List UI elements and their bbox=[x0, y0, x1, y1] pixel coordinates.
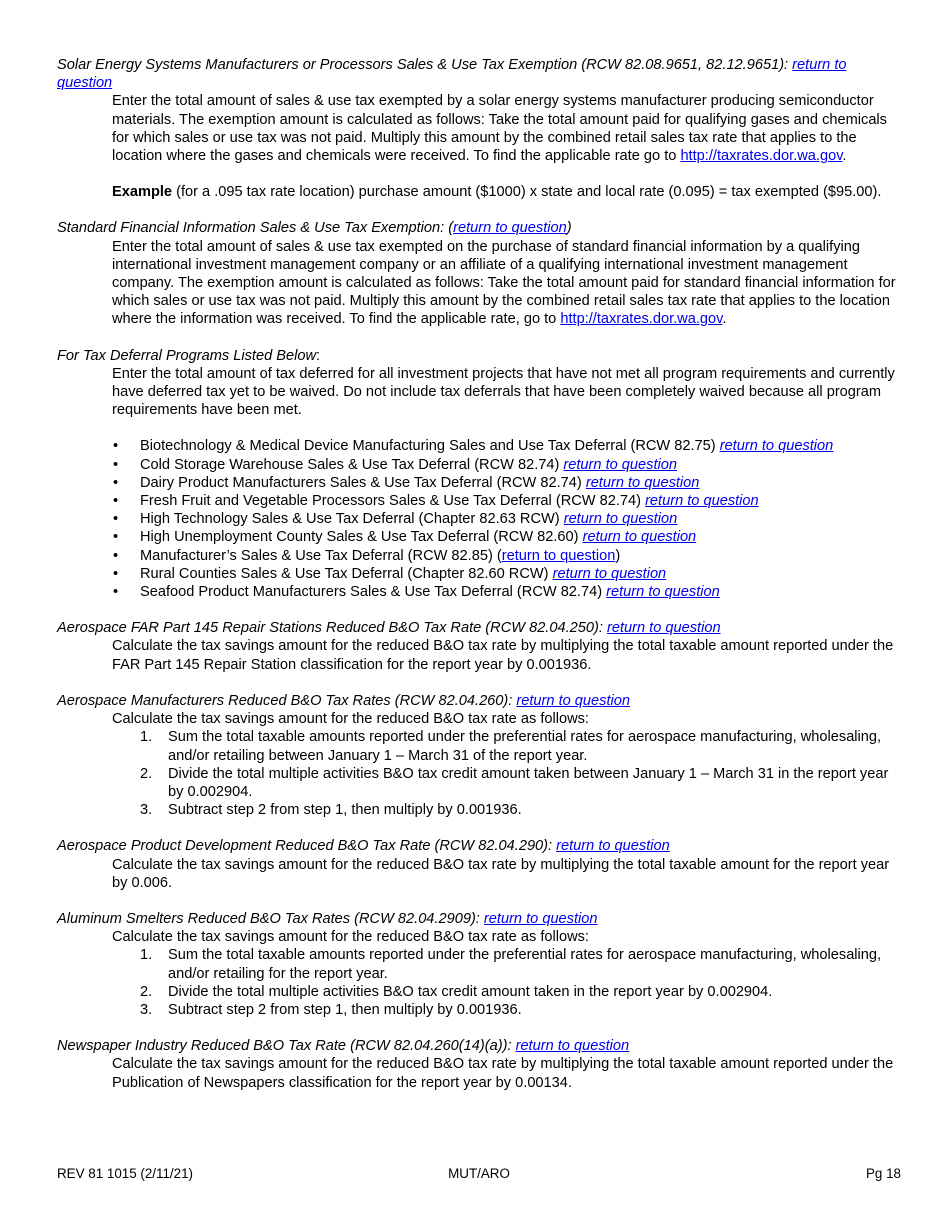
return-to-question-link[interactable]: return to question bbox=[606, 620, 721, 637]
return-to-question-link[interactable]: return to question bbox=[453, 220, 567, 237]
section-body: Calculate the tax savings amount for the reduced B&O tax rate by multiplying the total taxable amount for the report year by 0.006. bbox=[112, 856, 890, 891]
section-heading: Aerospace FAR Part 145 Repair Stations Reduced B&O Tax Rate (RCW 82.04.250): return to question bbox=[57, 620, 721, 637]
return-to-question-link[interactable]: return to question bbox=[57, 57, 847, 92]
section-far-part-145 bbox=[57, 619, 902, 674]
footer-center-label: MUT/ARO bbox=[448, 1166, 510, 1181]
section-solar-exemption bbox=[57, 56, 902, 201]
return-to-question-link[interactable]: return to question bbox=[515, 1038, 630, 1055]
section-paragraph: Enter the total amount of sales & use tax exempted by a solar energy systems manufacturer producing semiconductor materials. The exemption amount is calculated as follows: Take the total amount paid for qualifying gases and chemicals for which sales or use tax was not paid. Multiply this amount by the combined retail sales tax rate that applies to the location where the gases and chemicals were received. To find the applicable rate go to http://taxrates.dor.wa.gov. bbox=[112, 93, 887, 165]
return-to-question-link[interactable]: return to question bbox=[556, 838, 670, 855]
list-item: • Cold Storage Warehouse Sales & Use Tax Deferral (RCW 82.74) return to question bbox=[112, 456, 902, 474]
list-item: 1. Sum the total taxable amounts reported under the preferential rates for aerospace manufacturing, wholesaling, and/or retailing for the report year. bbox=[140, 947, 882, 982]
list-item: • Seafood Product Manufacturers Sales & Use Tax Deferral (RCW 82.74) return to question bbox=[112, 583, 902, 601]
return-to-question-link[interactable]: return to question bbox=[563, 456, 677, 473]
list-item: • High Technology Sales & Use Tax Deferral (Chapter 82.63 RCW) return to question bbox=[112, 510, 902, 528]
section-body: Calculate the tax savings amount for the reduced B&O tax rate by multiplying the total taxable amount reported under the FAR Part 145 Repair Station classification for the report year by 0.001936. bbox=[112, 638, 894, 673]
list-item: • Rural Counties Sales & Use Tax Deferral (Chapter 82.60 RCW) return to question bbox=[112, 565, 902, 583]
section-heading: Standard Financial Information Sales & Use Tax Exemption: (return to question) bbox=[57, 220, 572, 237]
section-aerospace-manufacturers bbox=[57, 692, 902, 819]
section-newspaper-industry bbox=[57, 1037, 902, 1092]
section-body: Calculate the tax savings amount for the reduced B&O tax rate by multiplying the total taxable amount reported under the Publication of Newspapers classification for the report year by 0.00134. bbox=[112, 1056, 894, 1091]
section-heading-text: Solar Energy Systems Manufacturers or Processors Sales & Use Tax Exemption (RCW 82.08.9651, 82.12.9651): bbox=[57, 57, 789, 73]
list-item: 2. Divide the total multiple activities B&O tax credit amount taken between January 1 – March 31 in the report year by 0.002904. bbox=[140, 765, 889, 800]
section-body: Calculate the tax savings amount for the reduced B&O tax rate as follows: bbox=[112, 929, 589, 946]
return-to-question-link[interactable]: return to question bbox=[483, 910, 598, 927]
return-to-question-link[interactable]: return to question bbox=[516, 692, 630, 709]
list-item: • Fresh Fruit and Vegetable Processors Sales & Use Tax Deferral (RCW 82.74) return to question bbox=[112, 492, 902, 510]
calculation-steps bbox=[112, 728, 902, 819]
list-item: • High Unemployment County Sales & Use Tax Deferral (RCW 82.60) return to question bbox=[112, 528, 902, 546]
list-item: • Biotechnology & Medical Device Manufacturing Sales and Use Tax Deferral (RCW 82.75) return to question bbox=[112, 437, 902, 455]
section-tax-deferral-programs bbox=[57, 347, 902, 602]
section-body bbox=[112, 92, 902, 201]
return-to-question-link[interactable]: return to question bbox=[645, 493, 759, 510]
section-standard-financial-info bbox=[57, 219, 902, 328]
return-to-question-link[interactable]: return to question bbox=[719, 438, 834, 455]
example-paragraph: Example (for a .095 tax rate location) purchase amount ($1000) x state and local rate (0.095) = tax exempted ($95.00). bbox=[112, 184, 882, 201]
section-body: Enter the total amount of tax deferred for all investment projects that have not met all program requirements and currently have deferred tax yet to be waived. Do not include tax deferrals that have been completely waived because all program requirements have been met. bbox=[112, 365, 895, 419]
page-number: Pg 18 bbox=[866, 1166, 901, 1181]
list-item: • Dairy Product Manufacturers Sales & Use Tax Deferral (RCW 82.74) return to question bbox=[112, 474, 902, 492]
section-body: Calculate the tax savings amount for the reduced B&O tax rate as follows: bbox=[112, 711, 589, 728]
list-item: 1. Sum the total taxable amounts reported under the preferential rates for aerospace manufacturing, wholesaling, and/or retailing between January 1 – March 31 of the report year. bbox=[140, 729, 882, 764]
document-page bbox=[57, 56, 902, 1110]
section-heading: Aerospace Manufacturers Reduced B&O Tax Rates (RCW 82.04.260): return to question bbox=[57, 692, 630, 709]
list-item: 2. Divide the total multiple activities B&O tax credit amount taken in the report year by 0.002904. bbox=[140, 983, 773, 1000]
calculation-steps bbox=[112, 946, 902, 1019]
section-heading bbox=[57, 56, 902, 92]
section-heading: Aluminum Smelters Reduced B&O Tax Rates (RCW 82.04.2909): return to question bbox=[57, 910, 598, 927]
deferral-program-list bbox=[112, 437, 902, 601]
form-number: REV 81 1015 (2/11/21) bbox=[57, 1166, 193, 1181]
section-aluminum-smelters bbox=[57, 910, 902, 1019]
return-to-question-link[interactable]: return to question bbox=[585, 474, 700, 491]
section-body: Enter the total amount of sales & use tax exempted on the purchase of standard financial information by a qualifying international investment management company or an affiliate of a qualifying international investment management company. The exemption amount is calculated as follows: Take the total amount paid for standard financial information for which sales or use tax was not paid. Multiply this amount by the combined retail sales tax rate that applies to the location where the information was received. To find the applicable rate, go to http://taxrates.dor.wa.gov. bbox=[112, 238, 896, 328]
section-aerospace-product-development bbox=[57, 837, 902, 892]
return-to-question-link[interactable]: return to question bbox=[563, 511, 678, 528]
return-to-question-link[interactable]: return to question bbox=[552, 565, 667, 582]
list-item: • Manufacturer’s Sales & Use Tax Deferral (RCW 82.85) (return to question) bbox=[112, 547, 902, 565]
return-to-question-link[interactable]: return to question bbox=[606, 584, 720, 601]
section-heading: Newspaper Industry Reduced B&O Tax Rate (RCW 82.04.260(14)(a)): return to question bbox=[57, 1038, 630, 1055]
list-item: 3. Subtract step 2 from step 1, then multiply by 0.001936. bbox=[140, 1001, 522, 1018]
taxrates-link[interactable]: http://taxrates.dor.wa.gov bbox=[560, 311, 723, 328]
list-item: 3. Subtract step 2 from step 1, then multiply by 0.001936. bbox=[140, 802, 522, 819]
section-heading: For Tax Deferral Programs Listed Below: bbox=[57, 347, 321, 364]
return-to-question-link[interactable]: return to question bbox=[582, 529, 697, 546]
return-to-question-link[interactable]: return to question bbox=[501, 547, 616, 564]
section-heading: Aerospace Product Development Reduced B&O Tax Rate (RCW 82.04.290): return to question bbox=[57, 838, 670, 855]
taxrates-link[interactable]: http://taxrates.dor.wa.gov bbox=[680, 148, 843, 165]
